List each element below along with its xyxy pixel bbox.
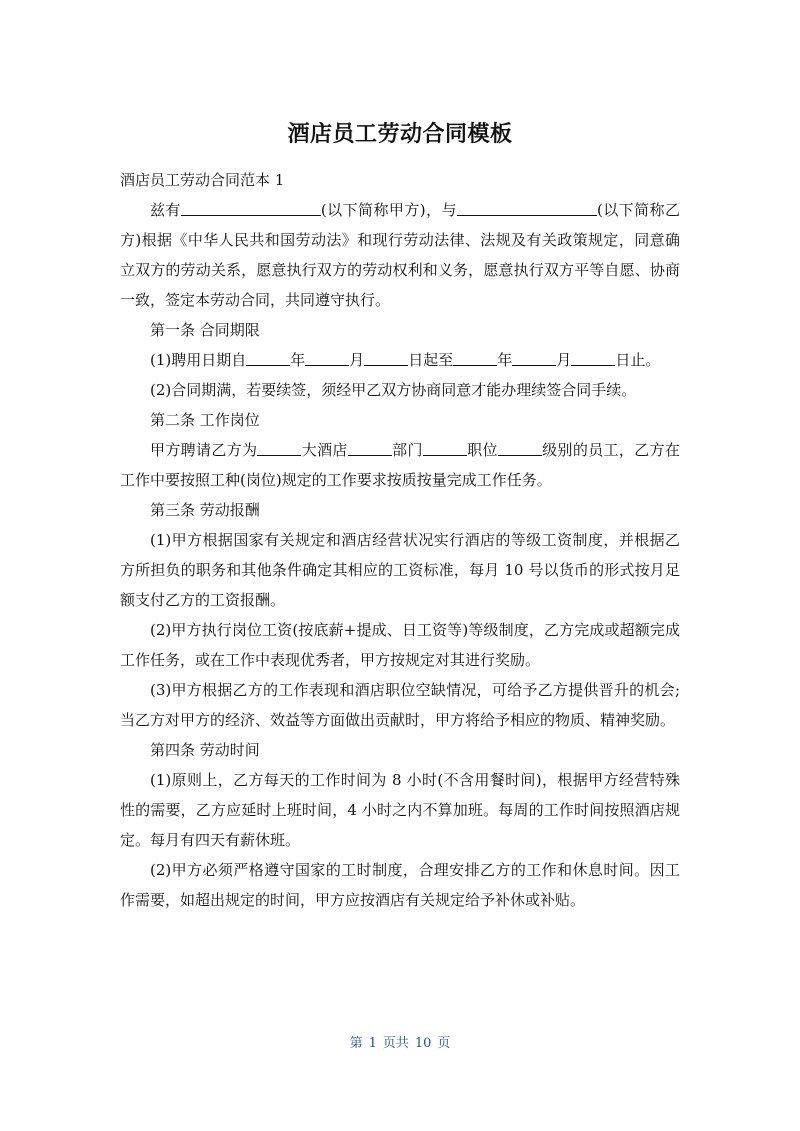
- current-page-number: 1: [368, 1036, 377, 1051]
- clause-text: 甲方聘请乙方为: [150, 441, 258, 459]
- article-3-clause-2: (2)甲方执行岗位工资(按底薪+提成、日工资等)等级制度，乙方完成或超额完成工作任务，或在工作中表现优秀者，甲方按规定对其进行奖励。: [120, 621, 680, 669]
- clause-text: 年: [290, 351, 306, 369]
- article-4-clause-1: (1)原则上，乙方每天的工作时间为 8 小时(不含用餐时间)，根据甲方经营特殊性的需要，乙方应延时上班时间，4 小时之内不算加班。每周的工作时间按照酒店规定。每月有四天有薪休班。: [120, 771, 680, 849]
- article-3-heading: 第三条 劳动报酬: [150, 501, 260, 519]
- start-year-blank: [246, 349, 290, 366]
- department-blank: [348, 439, 392, 456]
- article-3-clause-3: (3)甲方根据乙方的工作表现和酒店职位空缺情况，可给予乙方提供晋升的机会;当乙方对甲方的经济、效益等方面做出贡献时，甲方将给予相应的物质、精神奖励。: [120, 681, 680, 729]
- clause-text: 级别的员工，乙方在工作中要按照工种(岗位)规定的工作要求按质按量完成工作任务。: [120, 441, 680, 489]
- article-1-clause-1: [120, 345, 680, 375]
- level-blank: [498, 439, 542, 456]
- party-a-blank: [181, 199, 321, 216]
- start-day-blank: [364, 349, 408, 366]
- clause-text: 月: [349, 351, 365, 369]
- intro-paragraph: [120, 195, 680, 315]
- clause-text: 部门: [391, 441, 423, 459]
- footer-mid: 页共: [382, 1036, 409, 1051]
- clause-text: 月: [556, 351, 572, 369]
- article-2-clause: [120, 435, 680, 495]
- total-pages-number: 10: [414, 1036, 432, 1051]
- article-4-heading: 第四条 劳动时间: [150, 741, 260, 759]
- article-1-clause-2: (2)合同期满，若要续签，须经甲乙双方协商同意才能办理续签合同手续。: [150, 381, 637, 399]
- end-day-blank: [571, 349, 615, 366]
- position-blank: [423, 439, 467, 456]
- clause-text: 职位: [466, 441, 498, 459]
- document-page: [120, 0, 680, 1131]
- clause-text: 年: [497, 351, 513, 369]
- intro-text-2: (以下简称甲方)，与: [320, 201, 457, 219]
- document-subtitle: 酒店员工劳动合同范本 1: [120, 171, 285, 189]
- document-body: [120, 165, 680, 915]
- page-footer: [0, 1032, 800, 1051]
- footer-suffix: 页: [437, 1036, 451, 1051]
- party-b-blank: [457, 199, 597, 216]
- clause-text: 日起至: [408, 351, 454, 369]
- article-3-clause-1: (1)甲方根据国家有关规定和酒店经营状况实行酒店的等级工资制度，并根据乙方所担负的职务和其他条件确定其相应的工资标准，每月 10 号以货币的形式按月足额支付乙方的工资报酬。: [120, 531, 680, 609]
- footer-prefix: 第: [349, 1036, 363, 1051]
- hotel-name-blank: [257, 439, 301, 456]
- clause-text: 大酒店: [301, 441, 348, 459]
- clause-text: 日止。: [615, 351, 661, 369]
- intro-text-3: (以下简称乙方)根据《中华人民共和国劳动法》和现行劳动法律、法规及有关政策规定，同意确立双方的劳动关系，愿意执行双方的劳动权利和义务，愿意执行双方平等自愿、协商一致，签定本劳动合同，共同遵守执行。: [120, 201, 680, 309]
- clause-text: (1)聘用日期自: [150, 351, 247, 369]
- article-2-heading: 第二条 工作岗位: [150, 411, 260, 429]
- intro-text-1: 兹有: [150, 201, 181, 219]
- start-month-blank: [305, 349, 349, 366]
- article-1-heading: 第一条 合同期限: [150, 321, 260, 339]
- end-year-blank: [453, 349, 497, 366]
- article-4-clause-2: (2)甲方必须严格遵守国家的工时制度，合理安排乙方的工作和休息时间。因工作需要，如超出规定的时间，甲方应按酒店有关规定给予补休或补贴。: [120, 861, 680, 909]
- end-month-blank: [512, 349, 556, 366]
- document-title: 酒店员工劳动合同模板: [287, 122, 513, 147]
